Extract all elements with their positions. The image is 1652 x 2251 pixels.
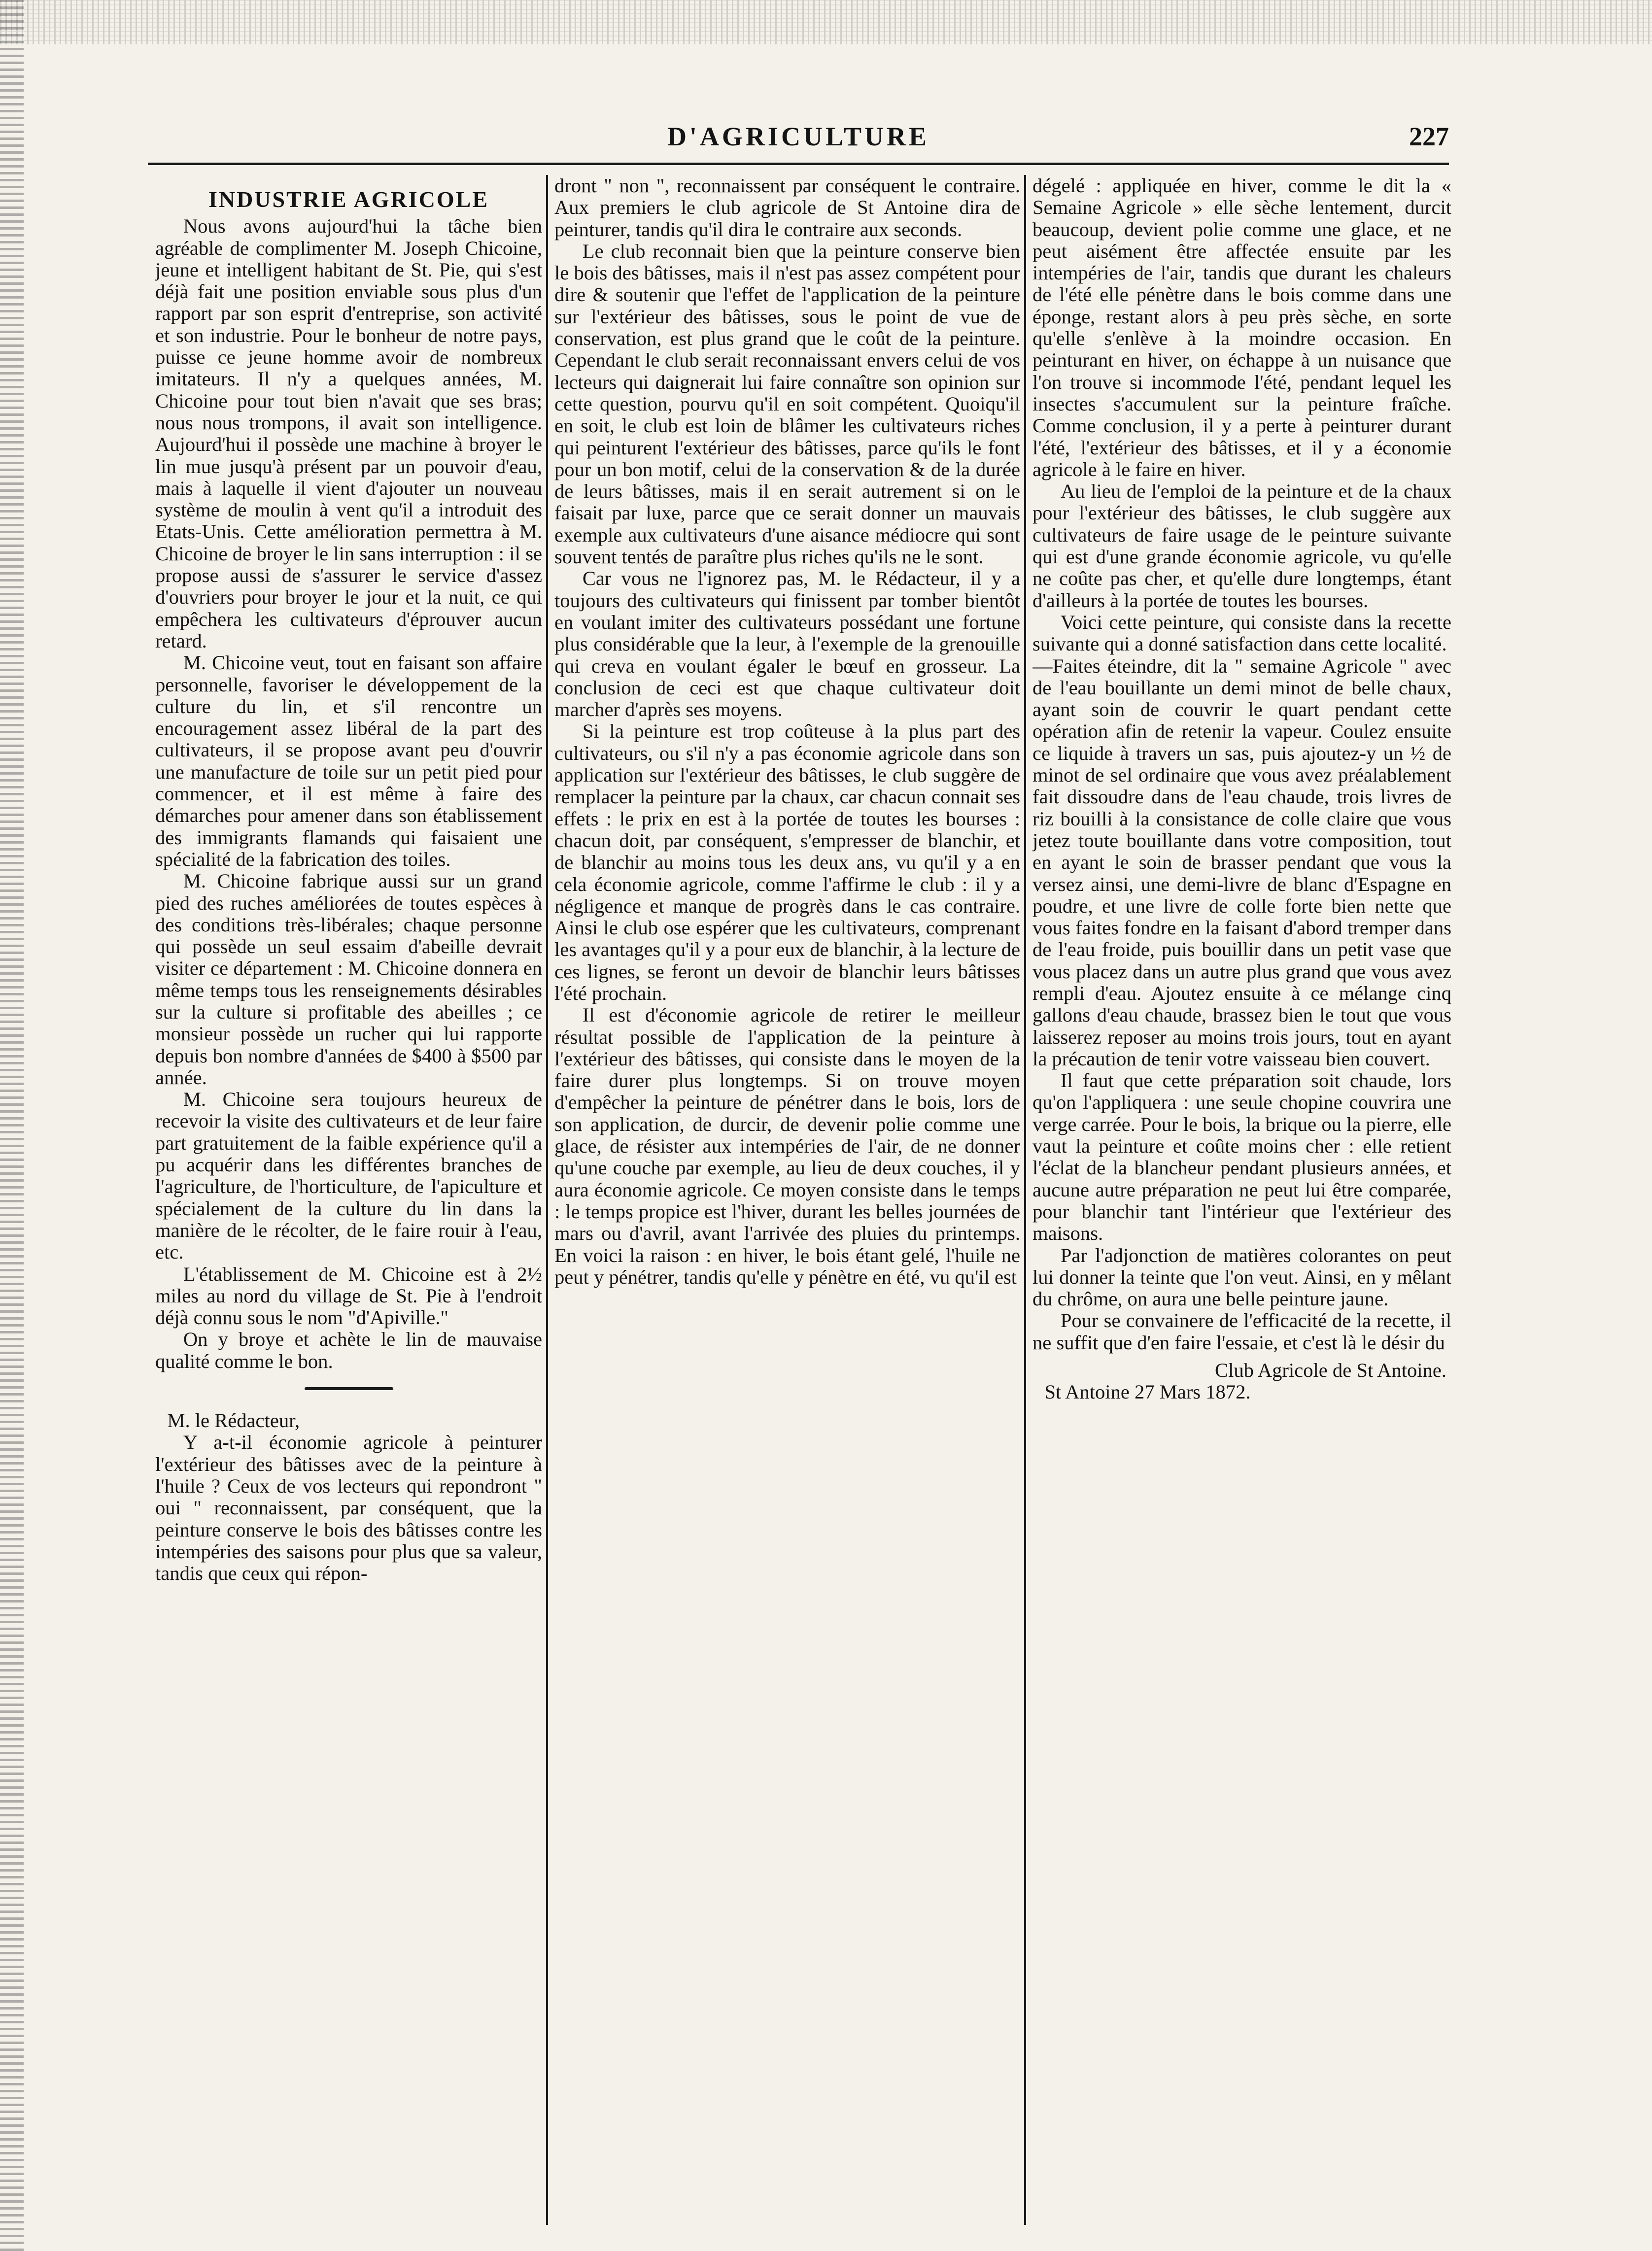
column-divider	[546, 175, 548, 2225]
article-paragraph: L'établissement de M. Chicoine est à 2½ miles au nord du village de St. Pie à l'endroit déjà connu sous le nom "d'Apiville."	[155, 1262, 542, 1329]
letter-paragraph: dront " non ", reconnaissent par conséquent le contraire. Aux premiers le club agricole de St Antoine dira de peinturer, tandis qu'il dira le contraire aux seconds.	[554, 175, 1020, 240]
letter-signature: Club Agricole de St Antoine.	[1215, 1359, 1446, 1382]
letter-salutation: M. le Rédacteur,	[167, 1409, 300, 1432]
column-divider	[1024, 175, 1026, 2225]
page-header	[148, 114, 1449, 159]
letter-paragraph: —Faites éteindre, dit la " semaine Agricole " avec de l'eau bouillante un demi minot de belle chaux, ayant soin de couvrir le quart pendant cette opération afin de retenir la vapeur. Coulez ensuite ce liquide à travers un sas, puis ajoutez-y un ½ de minot de sel ordinaire que vous avez préalablement fait dissoudre dans de l'eau chaude, trois livres de riz bouilli à la consistance de colle claire que vous jetez toute bouillante dans votre composition, tout en ayant le soin de brasser pendant que vous la versez ainsi, une demi-livre de blanc d'Espagne en poudre, et une livre de colle forte bien nette que vous faites fondre en la faisant d'abord tremper dans de l'eau froide, puis bouillir dans un petit vase que vous placez dans un autre plus grand que vous avez rempli d'eau. Ajoutez ensuite à ce mélange cinq gallons d'eau chaude, brassez bien le tout que vous laisserez reposer au moins trois jours, tout en ayant la précaution de tenir votre vaisseau bien couvert.	[1032, 654, 1451, 1070]
article-heading: INDUSTRIE AGRICOLE	[208, 187, 489, 212]
letter-paragraph: Si la peinture est trop coûteuse à la plus part des cultivateurs, ou s'il n'y a pas économie agricole dans son application sur l'extérieur des bâtisses, le club suggère de remplacer la peinture par la chaux, car chacun connait ses effets : le prix en est à la portée de toutes les bourses : chacun doit, par conséquent, s'empresser de blanchir, et de blanchir au moins tous les deux ans, vu qu'il y a en cela économie agricole, comme l'affirme le club : il y a négligence et manque de progrès dans le cas contraire. Ainsi le club ose espérer que les cultivateurs, comprenant les avantages qu'il y a pour eux de blanchir, à la lecture de ces lignes, se feront un devoir de blanchir leurs bâtisses l'été prochain.	[554, 720, 1020, 1004]
letter-paragraph: dégelé : appliquée en hiver, comme le dit la « Semaine Agricole » elle sèche lentement, durcit beaucoup, devient polie comme une glace, et ne peut aisément être affectée ensuite par les intempéries de l'air, tandis que durant les chaleurs de l'été elle pénètre dans le bois comme dans une éponge, restant alors à peu près sèche, en sorte qu'elle s'enlève à la moindre occasion. En peinturant en hiver, on échappe à un nuisance que l'on trouve si incommode l'été, pendant lequel les insectes s'accumulent sur la peinture fraîche. Comme conclusion, il y a perte à peinturer durant l'été, l'extérieur des bâtisses, et il y a économie agricole à le faire en hiver.	[1032, 175, 1451, 480]
column-3	[1032, 175, 1451, 2225]
column-1	[155, 175, 542, 2225]
letter-paragraph: Voici cette peinture, qui consiste dans la recette suivante qui a donné satisfaction dans cette localité.	[1032, 611, 1451, 655]
article-paragraph: M. Chicoine fabrique aussi sur un grand pied des ruches améliorées de toutes espèces à des conditions très-libérales; chaque personne qui possède un seul essaim d'abeille devrait visiter ce département : M. Chicoine donnera en même temps tous les renseignements désirables sur la culture si profitable des abeilles ; ce monsieur possède un rucher qui lui rapporte depuis bon nombre d'années de $400 à $500 par année.	[155, 870, 542, 1089]
page-number: 227	[1409, 122, 1449, 151]
letter-paragraph: Pour se convainere de l'efficacité de la recette, il ne suffit que d'en faire l'essaie, et c'est là le désir du	[1032, 1309, 1451, 1354]
section-separator	[305, 1387, 393, 1390]
letter-dateline: St Antoine 27 Mars 1872.	[1044, 1381, 1251, 1403]
article-paragraph: Nous avons aujourd'hui la tâche bien agréable de complimenter M. Joseph Chicoine, jeune et intelligent habitant de St. Pie, qui s'est déjà fait une position enviable sous plus d'un rapport par son esprit d'entreprise, son activité et son industrie. Pour le bonheur de notre pays, puisse ce jeune homme avoir de nombreux imitateurs. Il n'y a quelques années, M. Chicoine pour tout bien n'avait que ses bras; nous nous trompons, il avait son intelligence. Aujourd'hui il possède une machine à broyer le lin mue jusqu'à présent par un pouvoir d'eau, mais à laquelle il vient d'ajouter un nouveau système de moulin à vent qu'il a introduit des Etats-Unis. Cette amélioration permettra à M. Chicoine de broyer le lin sans interruption : il se propose aussi de s'assurer le service d'assez d'ouvriers pour broyer le jour et la nuit, ce qui empêchera les cultivateurs d'éprouver aucun retard.	[155, 215, 542, 652]
column-2	[554, 175, 1020, 2225]
letter-paragraph: Par l'adjonction de matières colorantes on peut lui donner la teinte que l'on veut. Ainsi, en y mêlant du chrôme, on aura une belle peinture jaune.	[1032, 1244, 1451, 1310]
article-paragraph: M. Chicoine sera toujours heureux de recevoir la visite des cultivateurs et de leur faire part gratuitement de la faible expérience qu'il a pu acquérir dans les différentes branches de l'agriculture, de l'horticulture, de l'apiculture et spécialement de la culture du lin dans la manière de le récolter, de le faire rouir à l'eau, etc.	[155, 1088, 542, 1263]
article-paragraph: On y broye et achète le lin de mauvaise qualité comme le bon.	[155, 1328, 542, 1372]
letter-paragraph: Il est d'économie agricole de retirer le meilleur résultat possible de l'application de la peinture à l'extérieur des bâtisses, qui consiste dans le moyen de la faire durer plus longtemps. Si on trouve moyen d'empêcher la peinture de pénétrer dans le bois, lors de son application, de durcir, de devenir polie comme une glace, de résister aux intempéries de l'air, de ne donner qu'une couche par exemple, au lieu de deux couches, il y aura économie agricole. Ce moyen consiste dans le temps : le temps propice est l'hiver, durant les belles journées de mars ou d'avril, avant l'arrivée des pluies du printemps. En voici la raison : en hiver, le bois étant gelé, l'huile ne peut y pénétrer, tandis qu'elle y pénètre en été, vu qu'il est	[554, 1004, 1020, 1288]
print-noise-left	[0, 0, 24, 2251]
letter-paragraph: Car vous ne l'ignorez pas, M. le Rédacteur, il y a toujours des cultivateurs qui finissent par tomber bientôt en voulant imiter des cultivateurs possédant une fortune plus considérable que la leur, à l'exemple de la grenouille qui creva en voulant égaler le bœuf en grosseur. La conclusion de ceci est que chaque cultivateur doit marcher d'après ses moyens.	[554, 567, 1020, 721]
header-rule	[148, 163, 1449, 165]
letter-paragraph: Au lieu de l'emploi de la peinture et de la chaux pour l'extérieur des bâtisses, le club suggère aux cultivateurs de faire usage de le peinture suivante qui est d'une grande économie agricole, vu qu'elle ne coûte pas cher, et qu'elle dure longtemps, étant d'ailleurs à la portée de toutes les bourses.	[1032, 480, 1451, 612]
article-paragraph: M. Chicoine veut, tout en faisant son affaire personnelle, favoriser le développement de la culture du lin, et s'il rencontre un encouragement assez libéral de la part des cultivateurs, il se propose avant peu d'ouvrir une manufacture de toile sur un petit pied pour commencer, et il est même à faire des démarches pour amener dans son établissement des immigrants flamands qui faisaient une spécialité de la fabrication des toiles.	[155, 651, 542, 870]
running-title: D'AGRICULTURE	[667, 122, 930, 151]
letter-paragraph: Y a-t-il économie agricole à peinturer l'extérieur des bâtisses avec de la peinture à l'huile ? Ceux de vos lecteurs qui repondront " oui " reconnaissent, par conséquent, que la peinture conserve le bois des bâtisses contre les intempéries des saisons pour plus que sa valeur, tandis que ceux qui répon-	[155, 1431, 542, 1585]
letter-paragraph: Il faut que cette préparation soit chaude, lors qu'on l'appliquera : une seule chopine couvrira une verge carrée. Pour le bois, la brique ou la pierre, elle vaut la peinture et coûte moins cher : elle retient l'éclat de la blancheur pendant plusieurs années, et aucune autre préparation ne peut lui être comparée, pour blanchir tant l'intérieur que l'extérieur des maisons.	[1032, 1069, 1451, 1245]
print-noise-top	[0, 0, 1652, 44]
letter-paragraph: Le club reconnait bien que la peinture conserve bien le bois des bâtisses, mais il n'est pas assez compétent pour dire & soutenir que l'effet de l'application de la peinture sur l'extérieur des bâtisses, sous le point de vue de conservation, est plus grand que le coût de la peinture. Cependant le club serait reconnaissant envers celui de vos lecteurs qui daignerait lui faire connaître son opinion sur cette question, pourvu qu'il en soit compétent. Quoiqu'il en soit, le club est loin de blâmer les cultivateurs riches qui peinturent l'extérieur des bâtisses, parce qu'ils le font pour un bon motif, celui de la conservation & de la durée de leurs bâtisses, mais il en serait autrement si on le faisait par luxe, parce que ce serait donner un mauvais exemple aux cultivateurs d'une aisance médiocre qui sont souvent tentés de paraître plus riches qu'ils ne le sont.	[554, 239, 1020, 568]
